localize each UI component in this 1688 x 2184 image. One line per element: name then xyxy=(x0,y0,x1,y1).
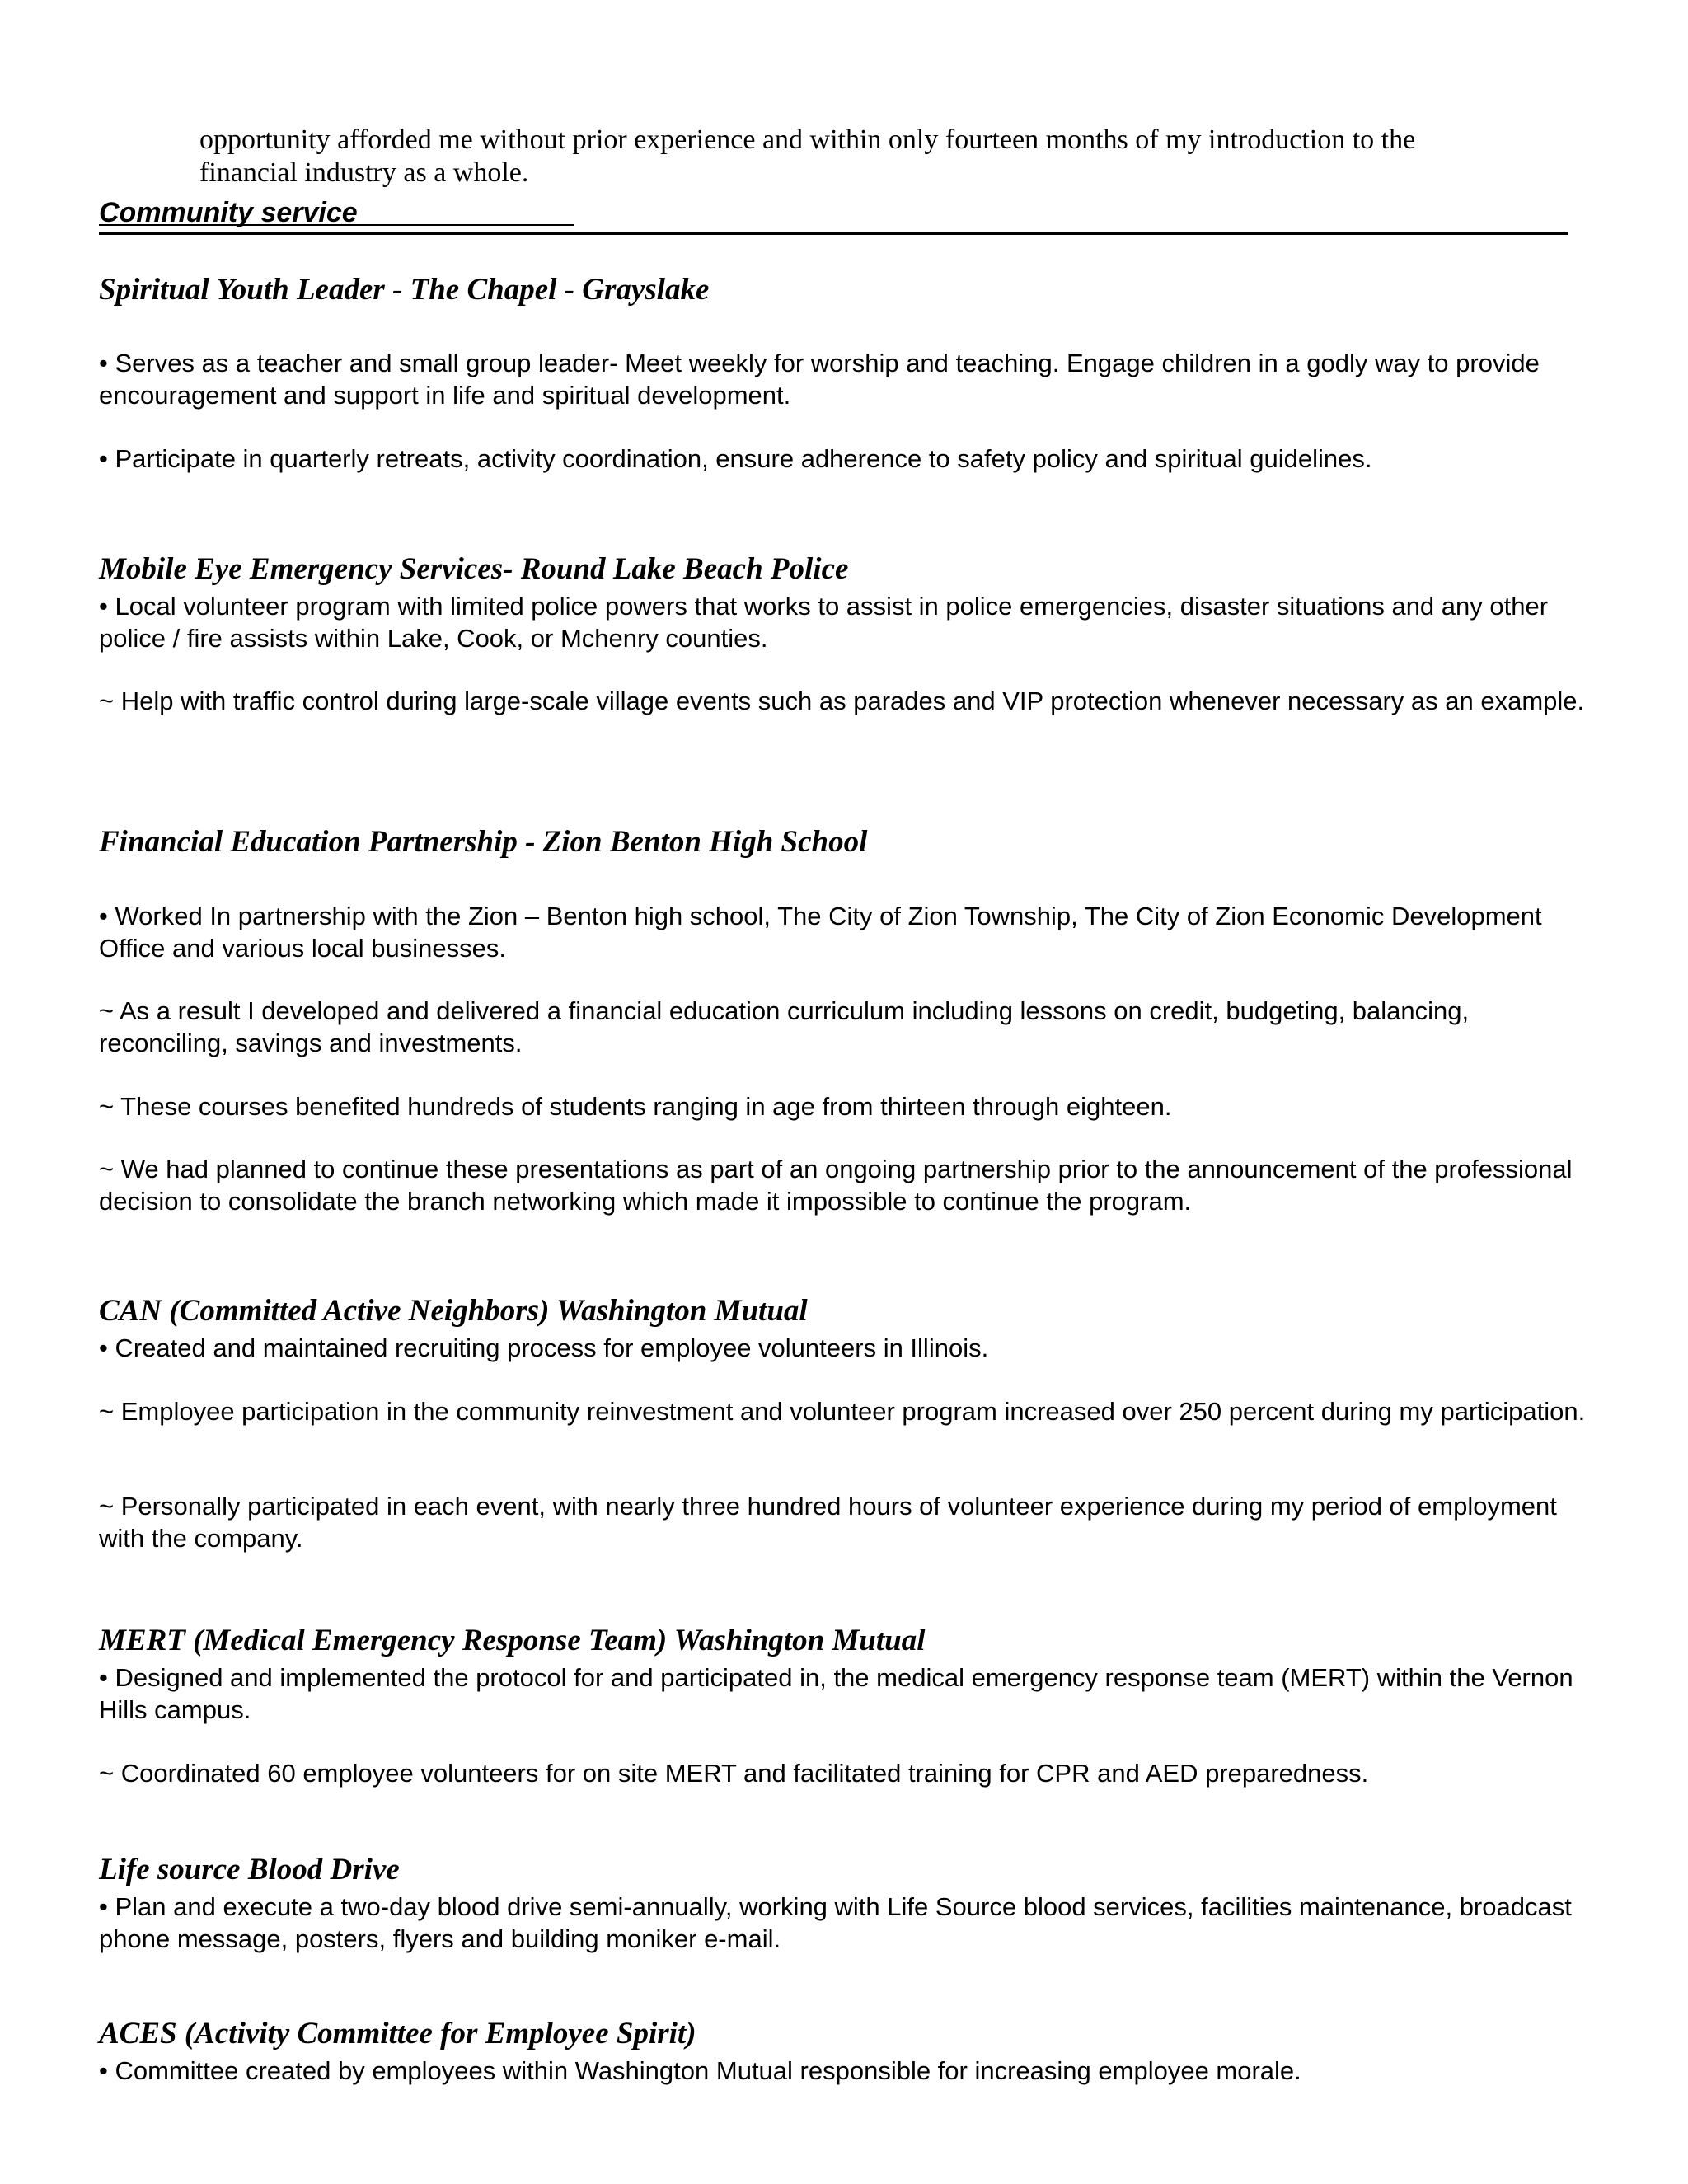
entry-paragraph: • Designed and implemented the protocol for and participated in, the medical emergency response team (MERT) within the Vernon Hills campus. xyxy=(99,1663,1573,1724)
entry-title-aces: ACES (Activity Committee for Employee Spirit) xyxy=(99,2017,696,2050)
section-title: Community service xyxy=(99,197,358,228)
entry-paragraph: ~ Help with traffic control during large-scale village events such as parades and VIP protection whenever necessary as an example. xyxy=(99,687,1585,715)
entry-paragraph: ~ Coordinated 60 employee volunteers for on site MERT and facilitated training for CPR and AED preparedness. xyxy=(99,1759,1369,1788)
entry-title-can: CAN (Committed Active Neighbors) Washington Mutual xyxy=(99,1294,808,1328)
entry-paragraph: ~ These courses benefited hundreds of students ranging in age from thirteen through eighteen. xyxy=(99,1092,1172,1121)
entry-title-financial-education: Financial Education Partnership - Zion Benton High School xyxy=(99,825,868,859)
entry-paragraph: • Created and maintained recruiting process for employee volunteers in Illinois. xyxy=(99,1333,989,1362)
entry-paragraph: ~ As a result I developed and delivered a financial education curriculum including lessons on credit, budgeting, balancing, reconciling, savings and investments. xyxy=(99,996,1470,1057)
intro-continuation xyxy=(199,124,1584,190)
entry-title-mert: MERT (Medical Emergency Response Team) Washington Mutual xyxy=(99,1624,926,1657)
entry-paragraph: • Participate in quarterly retreats, activity coordination, ensure adherence to safety policy and spiritual guidelines. xyxy=(99,444,1372,473)
intro-line-1: opportunity afforded me without prior experience and within only fourteen months of my introduction to the xyxy=(199,124,1416,155)
entry-title-blood-drive: Life source Blood Drive xyxy=(99,1853,400,1886)
entry-title-youth-leader: Spiritual Youth Leader - The Chapel - Grayslake xyxy=(99,273,710,307)
intro-line-2: financial industry as a whole. xyxy=(199,157,529,188)
entry-paragraph: • Worked In partnership with the Zion – Benton high school, The City of Zion Township, The City of Zion Economic Development Office and various local businesses. xyxy=(99,902,1542,963)
entry-paragraph: ~ Employee participation in the community reinvestment and volunteer program increased over 250 percent during my participation. xyxy=(99,1397,1586,1426)
entry-paragraph: • Local volunteer program with limited police powers that works to assist in police emergencies, disaster situations and any other police / fire assists within Lake, Cook, or Mchenry counties. xyxy=(99,592,1549,653)
section-title-underline xyxy=(99,224,574,226)
entry-paragraph: • Plan and execute a two-day blood drive semi-annually, working with Life Source blood services, facilities maintenance, broadcast phone message, posters, flyers and building moniker e-mail. xyxy=(99,1892,1572,1953)
entry-paragraph: • Committee created by employees within Washington Mutual responsible for increasing employee morale. xyxy=(99,2056,1301,2085)
entry-paragraph: ~ Personally participated in each event, with nearly three hundred hours of volunteer experience during my period of employment with the company. xyxy=(99,1492,1557,1553)
entry-title-mobile-eye: Mobile Eye Emergency Services- Round Lake Beach Police xyxy=(99,552,849,586)
entry-paragraph: ~ We had planned to continue these presentations as part of an ongoing partnership prior to the announcement of the professional decision to consolidate the branch networking which made it impossible to continue the program. xyxy=(99,1155,1573,1216)
section-header xyxy=(99,193,1568,235)
entry-paragraph: • Serves as a teacher and small group leader- Meet weekly for worship and teaching. Engage children in a godly way to provide encouragement and support in life and spiritual development. xyxy=(99,349,1540,410)
